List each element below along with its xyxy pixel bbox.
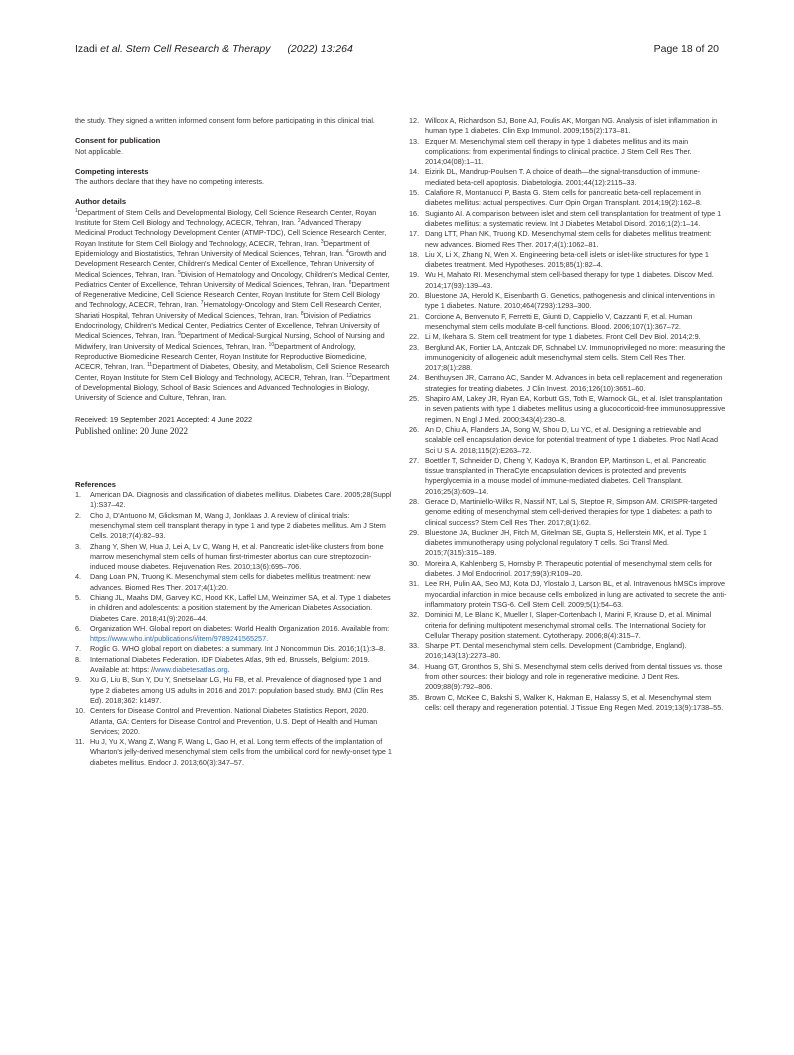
reference-number: 9. [75, 675, 82, 685]
reference-item [75, 675, 393, 706]
reference-text [425, 343, 727, 374]
reference-text [425, 312, 727, 333]
reference-text [425, 425, 727, 456]
reference-text [425, 610, 727, 641]
page-number: Page 18 of 20 [653, 43, 719, 55]
reference-number: 5. [75, 592, 82, 602]
reference-text [425, 662, 727, 693]
reference-item [75, 737, 393, 768]
reference-text [425, 497, 727, 528]
reference-link-suffix: . [227, 665, 230, 675]
reference-link[interactable]: https://www.who.int/publications/i/item/9789241565257 [90, 634, 267, 644]
reference-citation: Dominici M, Le Blanc K, Mueller I, Slaper-Cortenbach I, Marini F, Krause D, et al. Minimal criteria for defining multipotent mesenchymal stromal cells. The International Society for Cellular Therapy position statement. Cytotherapy. 2006;8(4):315–7. [425, 610, 712, 640]
header-journal: et al. Stem Cell Research & Therapy [100, 43, 271, 55]
reference-citation: American DA. Diagnosis and classification of diabetes mellitus. Diabetes Care. 2005;28(Suppl 1):S37–42. [90, 490, 392, 510]
affiliation-number: 6 [348, 279, 352, 286]
reference-number: 10. [75, 706, 86, 716]
reference-item [409, 312, 727, 333]
affiliation-text: Department of Stem Cells and Developmental Biology, Cell Science Research Center, Royan Institute for Stem Cell Biology and Technology, ACECR, Tehran, Iran. [75, 207, 377, 228]
reference-citation: An D, Chiu A, Flanders JA, Song W, Shou D, Lu YC, et al. Designing a retrievable and scalable cell encapsulation device for potential treatment of type 1 diabetes. Proc Natl Acad Sci U S A. 2018;115(2):E263–72. [425, 424, 718, 455]
reference-item [409, 167, 727, 188]
reference-item [409, 291, 727, 312]
reference-citation: Centers for Disease Control and Prevention. National Diabetes Statistics Report, 2020. Atlanta, GA: Centers for Disease Control and Prevention, U.S. Dept of Health and Human Services; 2020. [90, 706, 378, 736]
reference-item [409, 343, 727, 374]
reference-item [75, 490, 393, 511]
reference-item [409, 456, 727, 497]
reference-citation: Moreira A, Kahlenberg S, Hornsby P. Therapeutic potential of mesenchymal stem cells for diabetes. J Mol Endocrinol. 2017;59(3):R109–20. [425, 558, 713, 579]
published-online-date: Published online: 20 June 2022 [75, 425, 188, 436]
reference-text [90, 624, 393, 645]
reference-number: 8. [75, 654, 82, 664]
reference-text [425, 373, 727, 394]
reference-citation: Dang Loan PN, Truong K. Mesenchymal stem cells for diabetes mellitus treatment: new advances. Biomed Res Ther. 2017;4(1):20. [90, 572, 371, 592]
reference-citation: Liu X, Li X, Zhang N, Wen X. Engineering beta-cell islets or islet-like structures for type 1 diabetes treatment. Med Hypotheses. 2015;85(1):82–4. [425, 249, 709, 270]
reference-citation: Cho J, D'Antuono M, Glicksman M, Wang J, Jonklaas J. A review of clinical trials: mesenchymal stem cell transplant therapy in type 1 and type 2 diabetes mellitus. Am J Stem Cells. 2018;7(4):82–93. [90, 510, 386, 541]
reference-number: 24. [409, 373, 420, 383]
affiliation-text: Department of Medical-Surgical Nursing, School of Nursing and Midwifery, Iran University of Medical Sciences, Tehran, Iran. [75, 331, 385, 351]
reference-text [90, 490, 393, 511]
reference-citation: Boettler T, Schneider D, Cheng Y, Kadoya K, Brandon EP, Martinson L, et al. Pancreatic tissue transplanted in TheraCyte encapsulation devices is protected and prevents hyperglycemia in a mouse model of immune-mediated diabetes. Cell Transplant. 2016;25(3):609–14. [425, 455, 707, 496]
reference-text [90, 644, 393, 654]
reference-item [75, 706, 393, 737]
reference-number: 33. [409, 641, 420, 651]
affiliation-text: Growth and Development Research Center, Children's Medical Center of Excellence, Tehran University of Medical Sciences, Tehran, Iran. [75, 248, 387, 279]
reference-citation: Bluestone JA, Buckner JH, Fitch M, Gitelman SE, Gupta S, Hellerstein MK, et al. Type 1 diabetes immunotherapy using polyclonal regulatory T cells. Sci Transl Med. 2015;7(315):315–189. [425, 527, 707, 558]
reference-citation: Chiang JL, Maahs DM, Garvey KC, Hood KK, Laffel LM, Weinzimer SA, et al. Type 1 diabetes in children and adolescents: a position statement by the American Diabetes Association. Diabetes Care. 2018;41(9):2026–44. [90, 592, 391, 623]
reference-item [409, 559, 727, 580]
reference-number: 2. [75, 510, 82, 520]
header-author: Izadi [75, 43, 98, 55]
reference-text [425, 209, 727, 230]
reference-number: 23. [409, 342, 420, 352]
reference-text [425, 270, 727, 291]
consent-section [75, 136, 393, 157]
reference-text [90, 737, 393, 768]
references-list-left [75, 490, 393, 768]
reference-text [425, 229, 727, 250]
header-volume: (2022) 13:264 [287, 43, 353, 55]
reference-text [425, 456, 727, 497]
reference-item [409, 250, 727, 271]
reference-item [75, 655, 393, 676]
reference-number: 27. [409, 455, 420, 465]
reference-item [409, 209, 727, 230]
reference-item [75, 572, 393, 593]
reference-item [75, 644, 393, 654]
affiliation-text: Department of Epidemiology and Biostatistics, Tehran University of Medical Sciences, Tehran, Iran. [75, 238, 370, 258]
reference-text [90, 706, 393, 737]
reference-item [409, 528, 727, 559]
running-header [75, 43, 719, 59]
reference-citation: Ezquer M. Mesenchymal stem cell therapy in type 1 diabetes mellitus and its main complications: from experimental findings to clinical practice. J Stem Cell Res Ther. 2014;04(08):1–11. [425, 136, 692, 167]
reference-item [409, 610, 727, 641]
reference-citation: Organization WH. Global report on diabetes: World Health Organization 2016. Available from: [90, 623, 390, 633]
reference-number: 3. [75, 541, 82, 551]
affiliation-number: 5 [178, 269, 181, 276]
received-accepted-dates: Received: 19 September 2021 Accepted: 4 June 2022 [75, 415, 253, 425]
affiliation-number: 11 [147, 362, 153, 369]
reference-number: 7. [75, 644, 82, 654]
affiliation-number: 3 [320, 238, 324, 245]
reference-number: 22. [409, 332, 420, 342]
reference-number: 18. [409, 249, 420, 259]
reference-item [409, 373, 727, 394]
reference-number: 21. [409, 311, 420, 321]
reference-text [425, 332, 727, 342]
reference-text [425, 188, 727, 209]
competing-text: The authors declare that they have no competing interests. [75, 177, 265, 187]
reference-text [90, 511, 393, 542]
reference-number: 14. [409, 167, 420, 177]
reference-item [409, 188, 727, 209]
affiliation-text: Department of Regenerative Medicine, Cell Science Research Center, Royan Institute for Stem Cell Biology and Technology, ACECR, Tehran, Iran. [75, 279, 390, 310]
reference-citation: Sharpe PT. Dental mesenchymal stem cells. Development (Cambridge, England). 2016;143(13):2273–80. [425, 641, 687, 661]
reference-text [425, 167, 727, 188]
reference-item [75, 511, 393, 542]
journal-citation [75, 43, 353, 55]
competing-section [75, 167, 393, 188]
reference-number: 30. [409, 558, 420, 568]
reference-citation: Bluestone JA, Herold K, Eisenbarth G. Genetics, pathogenesis and clinical interventions in type 1 diabetes. Nature. 2010;464(7293):1293–300. [425, 291, 715, 311]
right-column [409, 116, 727, 713]
reference-citation: Zhang Y, Shen W, Hua J, Lei A, Lv C, Wang H, et al. Pancreatic islet-like clusters from bone marrow mesenchymal stem cells of human first-trimester abortus can cure streptozocin-induced mouse diabetes. Rejuvenation Res. 2010;13(6):695–706. [90, 541, 384, 572]
reference-number: 1. [75, 490, 82, 500]
affiliation-text: Hematology-Oncology and Stem Cell Research Center, Shariati Hospital, Tehran University of Medical Sciences, Tehran, Iran. [75, 300, 382, 320]
left-column [75, 116, 393, 768]
reference-citation: Eizirik DL, Mandrup-Poulsen T. A choice of death—the signal-transduction of immune-mediated beta-cell apoptosis. Diabetologia. 2001;44(12):2115–33. [425, 167, 701, 187]
reference-number: 13. [409, 136, 420, 146]
reference-text [425, 579, 727, 610]
reference-text [90, 572, 393, 593]
reference-item [409, 137, 727, 168]
reference-citation: Shapiro AM, Lakey JR, Ryan EA, Korbutt GS, Toth E, Warnock GL, et al. Islet transplantation in seven patients with type 1 diabetes mellitus using a glucocorticoid-free immunosuppressive regimen. N Engl J Med. 2000;343(4):230–8. [425, 394, 726, 424]
competing-heading: Competing interests [75, 166, 149, 176]
reference-citation: Wu H, Mahato RI. Mesenchymal stem cell-based therapy for type 1 diabetes. Discov Med. 2014;17(93):139–43. [425, 270, 714, 290]
affiliations-text [75, 208, 393, 404]
reference-item [409, 229, 727, 250]
reference-citation: Hu J, Yu X, Wang Z, Wang F, Wang L, Gao H, et al. Long term effects of the implantation of Wharton's jelly-derived mesenchymal stem cells from the umbilical cord for newly-onset type 1 diabetes mellitus. Endocr J. 2013;60(3):347–57. [90, 737, 392, 767]
reference-citation: Willcox A, Richardson SJ, Bone AJ, Foulis AK, Morgan NG. Analysis of islet inflammation in human type 1 diabetes. Clin Exp Immunol. 2009;155(2):173–81. [425, 116, 718, 136]
reference-item [75, 593, 393, 624]
reference-number: 17. [409, 229, 420, 239]
reference-number: 32. [409, 610, 420, 620]
reference-citation: Brown C, McKee C, Bakshi S, Walker K, Hakman E, Halassy S, et al. Mesenchymal stem cells: cell therapy and regeneration potential. J Tissue Eng Regen Med. 2019;13(9):1738–55. [425, 692, 724, 712]
reference-text [425, 137, 727, 168]
reference-number: 11. [75, 737, 85, 747]
reference-text [425, 693, 727, 714]
reference-text [425, 641, 727, 662]
reference-citation: Huang GT, Gronthos S, Shi S. Mesenchymal stem cells derived from dental tissues vs. those from other sources: their biology and role in regenerative medicine. J Dent Res. 2009;88(9):792–806. [425, 661, 723, 692]
references-list-right [409, 116, 727, 713]
affiliation-text: Department of Andrology, Reproductive Biomedicine Research Center, Royan Institute for Reproductive Biomedicine, ACECR, Tehran, Iran. [75, 341, 367, 372]
reference-number: 28. [409, 496, 420, 506]
reference-item [409, 425, 727, 456]
reference-citation: Berglund AK, Fortier LA, Antczak DF, Schnabel LV. Immunoprivileged no more: measuring the immunogenicity of allogeneic adult mesenchymal stem cells. Stem Cell Res Ther. 2017;8(1):288. [425, 342, 726, 373]
reference-text [90, 542, 393, 573]
reference-number: 20. [409, 291, 420, 301]
reference-text [425, 394, 727, 425]
reference-number: 19. [409, 270, 420, 280]
reference-item [409, 116, 727, 137]
affiliation-text: Advanced Therapy Medicinal Product Technology Development Center (ATMP-TDC), Cell Science Research Center, Royan Institute for Stem Cell Biology and Technology, ACECR, Tehran, Iran. [75, 218, 387, 248]
affiliation-text: Division of Hematology and Oncology, Children's Medical Center, Pediatrics Center of Excellence, Tehran University of Medical Sciences, Tehran, Iran. [75, 269, 390, 289]
reference-number: 25. [409, 394, 420, 404]
reference-citation: Gerace D, Martiniello-Wilks R, Nassif NT, Lal S, Steptoe R, Simpson AM. CRISPR-targeted genome editing of mesenchymal stem cell-derived therapies for type 1 diabetes: a path to clinical success? Stem Cell Res Ther. 2017;8(1):62. [425, 496, 718, 527]
affiliation-number: 12 [346, 372, 352, 379]
affiliation-number: 9 [178, 331, 181, 338]
reference-citation: Corcione A, Benvenuto F, Ferretti E, Giunti D, Cappiello V, Cazzanti F, et al. Human mesenchymal stem cells modulate B-cell functions. Blood. 2006;107(1):367–72. [425, 311, 693, 331]
intro-paragraph: the study. They signed a written informed consent form before participating in this clinical trial. [75, 116, 375, 125]
reference-number: 26. [409, 424, 420, 434]
reference-item [409, 579, 727, 610]
reference-item [409, 497, 727, 528]
reference-item [409, 693, 727, 714]
reference-number: 29. [409, 527, 420, 537]
reference-citation: Benthuysen JR, Carrano AC, Sander M. Advances in beta cell replacement and regeneration strategies for treating diabetes. J Clin Invest. 2016;126(10):3651–60. [425, 373, 723, 393]
reference-text [90, 593, 393, 624]
reference-number: 16. [409, 208, 420, 218]
reference-number: 31. [409, 579, 420, 589]
affiliation-text: Division of Pediatrics Endocrinology, Children's Medical Center, Pediatrics Center of Excellence, Tehran University of Medical Sciences, Tehran, Iran. [75, 310, 380, 341]
reference-number: 6. [75, 623, 82, 633]
reference-text [90, 655, 393, 676]
reference-citation: Xu G, Liu B, Sun Y, Du Y, Snetselaar LG, Hu FB, et al. Prevalence of diagnosed type 1 and type 2 diabetes among US adults in 2016 and 2017: population based study. BMJ (Clin Res Ed). 2018;362: k1497. [90, 675, 384, 705]
reference-citation: Li M, Ikehara S. Stem cell treatment for type 1 diabetes. Front Cell Dev Biol. 2014;2:9. [425, 332, 701, 342]
reference-citation: Lee RH, Pulin AA, Seo MJ, Kota DJ, Ylostalo J, Larson BL, et al. Intravenous hMSCs improve myocardial infarction in mice because cells embolized in lung are activated to secrete the anti-inflammatory protein TSG-6. Cell Stem Cell. 2009;5(1):54–63. [425, 579, 727, 609]
reference-item [75, 542, 393, 573]
reference-citation: Dang LTT, Phan NK, Truong KD. Mesenchymal stem cells for diabetes mellitus treatment: new advances. Biomed Res Ther. 2017;4(1):1062–81. [425, 229, 712, 249]
reference-link[interactable]: www.diabetesatlas.org [155, 665, 228, 675]
affiliation-number: 1 [75, 207, 78, 214]
affiliation-number: 7 [200, 300, 204, 307]
affiliation-number: 10 [268, 341, 275, 348]
reference-text [425, 559, 727, 580]
reference-item [409, 641, 727, 662]
affiliation-text: Department of Diabetes, Obesity, and Metabolism, Cell Science Research Center, Royan Institute for Stem Cell Biology and Technology, ACECR, Tehran, Iran. [75, 362, 390, 382]
reference-item [409, 270, 727, 291]
affiliation-number: 8 [300, 310, 304, 317]
consent-heading: Consent for publication [75, 136, 161, 146]
references-heading: References [75, 479, 116, 489]
reference-citation: International Diabetes Federation. IDF Diabetes Atlas, 9th ed. Brussels, Belgium: 2019. Available at: https: // [90, 654, 370, 675]
reference-text [425, 291, 727, 312]
author-details-section [75, 197, 393, 403]
author-details-heading: Author details [75, 197, 127, 207]
consent-text: Not applicable. [75, 146, 123, 156]
affiliation-number: 4 [345, 248, 349, 255]
reference-text [90, 675, 393, 706]
reference-item [75, 624, 393, 645]
affiliation-number: 2 [297, 218, 301, 225]
reference-link-suffix: . [266, 634, 269, 644]
reference-item [409, 332, 727, 342]
reference-number: 35. [409, 692, 420, 702]
reference-item [409, 394, 727, 425]
reference-citation: Calafiore R, Montanucci P, Basta G. Stem cells for pancreatic beta-cell replacement in diabetes mellitus: actual perspectives. Curr Opin Organ Transplant. 2014;19(2):162–8. [425, 188, 702, 208]
affiliation-text: Department of Developmental Biology, School of Basic Sciences and Advanced Technologies in Biology, University of Science and Culture, Tehran, Iran. [75, 372, 390, 403]
reference-number: 12. [409, 116, 420, 125]
reference-citation: Roglic G. WHO global report on diabetes: a summary. Int J Noncommun Dis. 2016;1(1):3–8. [90, 644, 386, 654]
reference-number: 4. [75, 572, 82, 582]
reference-item [409, 662, 727, 693]
reference-text [425, 250, 727, 271]
reference-text [425, 528, 727, 559]
reference-citation: Sugianto AI. A comparison between islet and stem cell transplantation for treatment of type 1 diabetes mellitus: a systematic review. Int J Diabetes Metabol Disord. 2016;1(2):1–14. [425, 208, 722, 228]
reference-text [425, 116, 727, 137]
reference-number: 34. [409, 661, 420, 671]
reference-number: 15. [409, 188, 420, 198]
